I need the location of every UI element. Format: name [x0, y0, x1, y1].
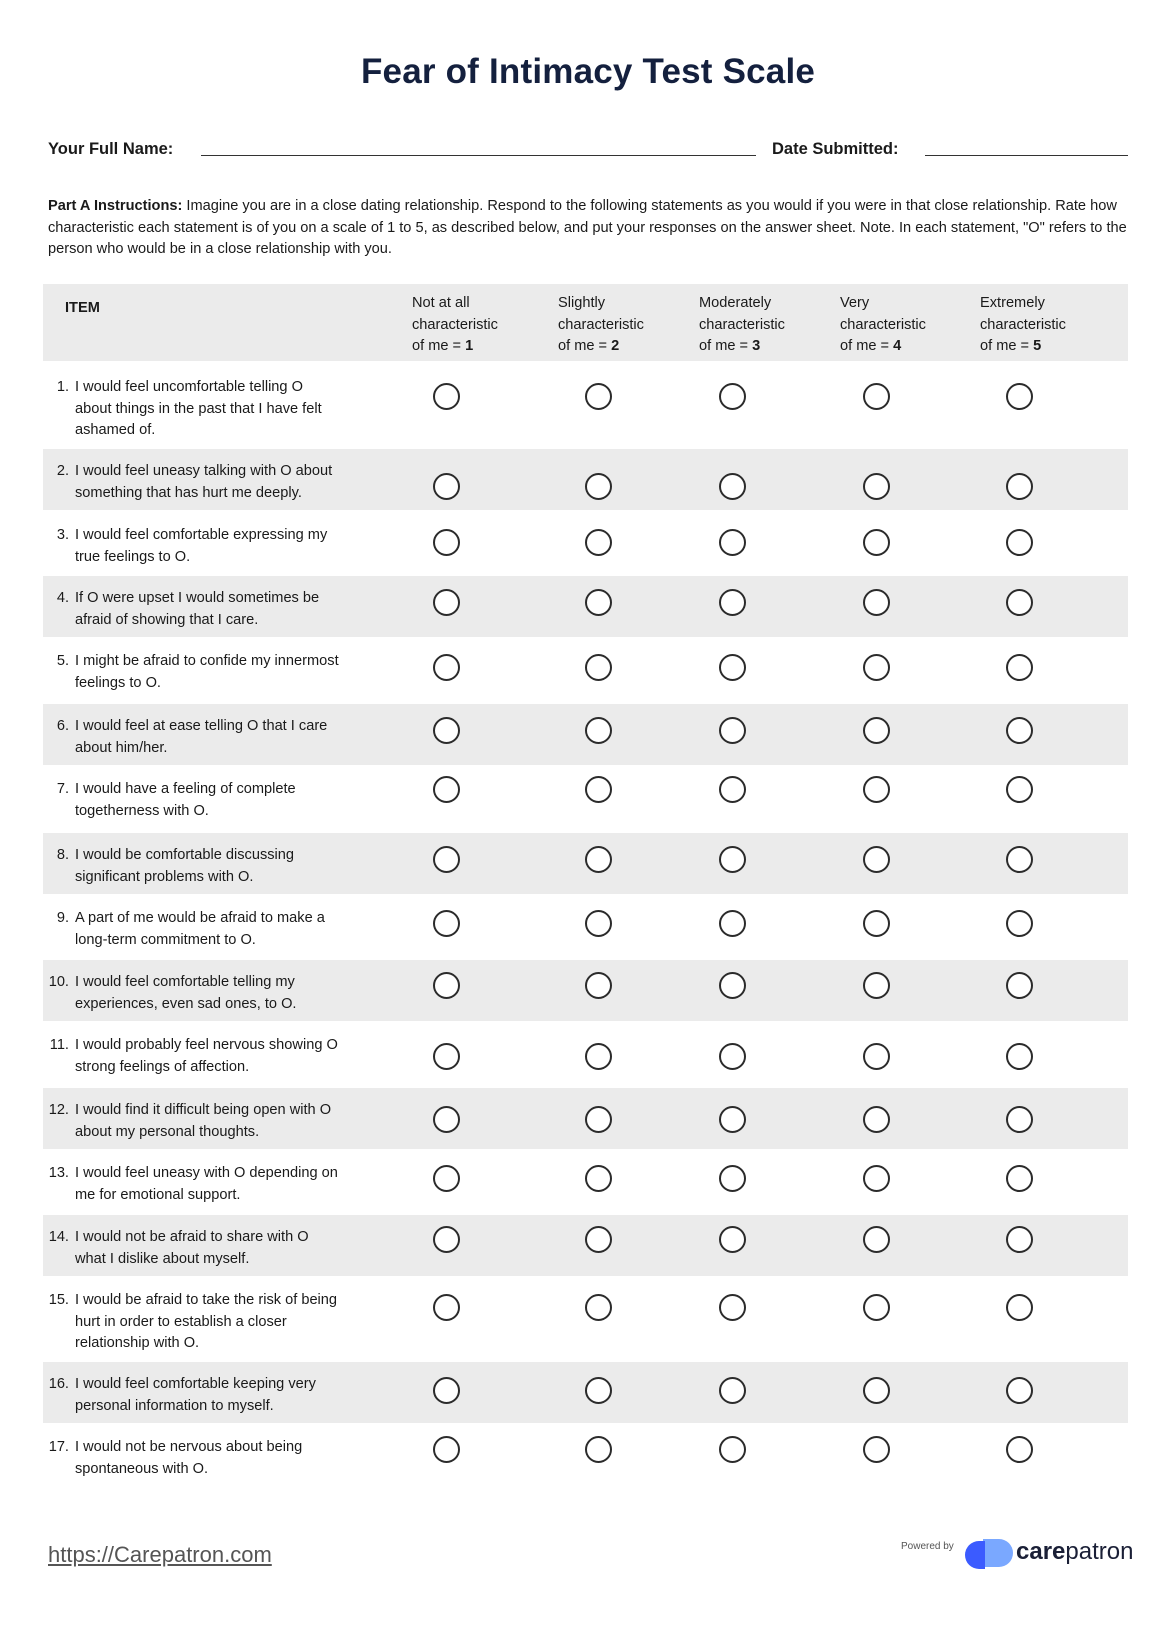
rating-radio-3[interactable]: [719, 473, 746, 500]
table-row: [43, 833, 1128, 894]
rating-radio-2[interactable]: [585, 383, 612, 410]
item-number: 7.: [56, 781, 69, 797]
table-row: [43, 1276, 1128, 1362]
item-number: 9.: [56, 910, 69, 926]
item-number: 3.: [56, 527, 69, 543]
rating-radio-1[interactable]: [433, 1106, 460, 1133]
rating-radio-5[interactable]: [1006, 1226, 1033, 1253]
rating-radio-5[interactable]: [1006, 473, 1033, 500]
rating-radio-3[interactable]: [719, 846, 746, 873]
name-date-row: [48, 137, 1128, 161]
rating-table: [43, 284, 1128, 1486]
item-statement: I would feel comfortable telling my experiences, even sad ones, to O.: [75, 974, 297, 1012]
rating-radio-1[interactable]: [433, 717, 460, 744]
rating-radio-4[interactable]: [863, 717, 890, 744]
rating-radio-1[interactable]: [433, 589, 460, 616]
rating-radio-4[interactable]: [863, 1377, 890, 1404]
rating-radio-1[interactable]: [433, 1377, 460, 1404]
carepatron-logo-icon: [965, 1537, 1015, 1571]
table-header: [43, 284, 1128, 361]
rating-radio-5[interactable]: [1006, 1165, 1033, 1192]
table-row: [43, 637, 1128, 704]
rating-radio-5[interactable]: [1006, 910, 1033, 937]
rating-radio-5[interactable]: [1006, 972, 1033, 999]
table-row: [43, 361, 1128, 449]
rating-radio-1[interactable]: [433, 1165, 460, 1192]
item-statement: I would be afraid to take the risk of being hurt in order to establish a closer relationship with O.: [75, 1292, 338, 1351]
rating-radio-4[interactable]: [863, 776, 890, 803]
rating-radio-3[interactable]: [719, 910, 746, 937]
rating-radio-1[interactable]: [433, 473, 460, 500]
table-row: [43, 1088, 1128, 1149]
item-number: 10.: [48, 974, 69, 990]
rating-radio-3[interactable]: [719, 1294, 746, 1321]
rating-radio-1[interactable]: [433, 972, 460, 999]
item-statement: I would feel comfortable expressing my true feelings to O.: [75, 527, 328, 565]
table-row: [43, 960, 1128, 1021]
item-number: 2.: [56, 463, 69, 479]
rating-radio-5[interactable]: [1006, 654, 1033, 681]
rating-radio-2[interactable]: [585, 1377, 612, 1404]
rating-radio-4[interactable]: [863, 1043, 890, 1070]
brand-name: carepatron: [1016, 1538, 1134, 1565]
rating-radio-5[interactable]: [1006, 1436, 1033, 1463]
rating-radio-3[interactable]: [719, 717, 746, 744]
rating-radio-5[interactable]: [1006, 1377, 1033, 1404]
item-header: ITEM: [65, 300, 100, 316]
rating-radio-2[interactable]: [585, 776, 612, 803]
table-row: [43, 576, 1128, 637]
rating-radio-2[interactable]: [585, 1436, 612, 1463]
item-number: 8.: [56, 847, 69, 863]
rating-radio-1[interactable]: [433, 654, 460, 681]
table-row: [43, 894, 1128, 960]
name-field[interactable]: [201, 155, 756, 156]
column-header-5: Extremely characteristic of me = 5: [980, 295, 1066, 354]
rating-radio-2[interactable]: [585, 654, 612, 681]
item-statement: I would be comfortable discussing significant problems with O.: [75, 847, 295, 885]
rating-radio-1[interactable]: [433, 1294, 460, 1321]
rating-radio-4[interactable]: [863, 1165, 890, 1192]
item-number: 6.: [56, 718, 69, 734]
item-statement: I would feel uneasy with O depending on me for emotional support.: [75, 1165, 338, 1203]
table-row: [43, 510, 1128, 576]
table-row: [43, 1362, 1128, 1423]
column-header-4: Very characteristic of me = 4: [840, 295, 926, 354]
item-number: 1.: [56, 379, 69, 395]
instructions-heading: Part A Instructions:: [48, 198, 183, 214]
rating-radio-2[interactable]: [585, 1294, 612, 1321]
rating-radio-1[interactable]: [433, 529, 460, 556]
rating-radio-1[interactable]: [433, 1436, 460, 1463]
column-header-1: Not at all characteristic of me = 1: [412, 295, 498, 354]
powered-by-label: Powered by: [901, 1541, 954, 1552]
instructions: [48, 196, 1128, 261]
carepatron-link[interactable]: https://Carepatron.com: [48, 1542, 272, 1567]
rating-radio-3[interactable]: [719, 1436, 746, 1463]
date-label: Date Submitted:: [772, 140, 899, 158]
table-row: [43, 1215, 1128, 1276]
rating-radio-2[interactable]: [585, 1165, 612, 1192]
item-statement: I would probably feel nervous showing O strong feelings of affection.: [75, 1037, 338, 1075]
rating-radio-2[interactable]: [585, 910, 612, 937]
rating-radio-4[interactable]: [863, 910, 890, 937]
rating-radio-2[interactable]: [585, 529, 612, 556]
table-body: [43, 361, 1128, 1486]
item-statement: I would find it difficult being open with O about my personal thoughts.: [75, 1102, 332, 1140]
item-statement: I would feel uneasy talking with O about something that has hurt me deeply.: [75, 463, 333, 501]
item-number: 14.: [48, 1229, 69, 1245]
rating-radio-3[interactable]: [719, 654, 746, 681]
rating-radio-2[interactable]: [585, 473, 612, 500]
item-number: 4.: [56, 590, 69, 606]
rating-radio-5[interactable]: [1006, 776, 1033, 803]
table-row: [43, 765, 1128, 833]
item-number: 17.: [48, 1439, 69, 1455]
item-statement: If O were upset I would sometimes be afraid of showing that I care.: [75, 590, 320, 628]
rating-radio-1[interactable]: [433, 846, 460, 873]
rating-radio-3[interactable]: [719, 972, 746, 999]
rating-radio-1[interactable]: [433, 776, 460, 803]
rating-radio-4[interactable]: [863, 529, 890, 556]
table-row: [43, 1021, 1128, 1088]
item-number: 13.: [48, 1165, 69, 1181]
rating-radio-3[interactable]: [719, 776, 746, 803]
rating-radio-2[interactable]: [585, 1043, 612, 1070]
rating-radio-5[interactable]: [1006, 1294, 1033, 1321]
item-statement: I would feel uncomfortable telling O about things in the past that I have felt ashamed of.: [75, 379, 322, 438]
item-number: 5.: [56, 653, 69, 669]
column-header-2: Slightly characteristic of me = 2: [558, 295, 644, 354]
rating-radio-5[interactable]: [1006, 1043, 1033, 1070]
rating-radio-3[interactable]: [719, 1226, 746, 1253]
item-statement: I would feel comfortable keeping very personal information to myself.: [75, 1376, 316, 1414]
rating-radio-2[interactable]: [585, 972, 612, 999]
item-statement: I would have a feeling of complete togetherness with O.: [75, 781, 296, 819]
rating-radio-3[interactable]: [719, 383, 746, 410]
rating-radio-3[interactable]: [719, 1043, 746, 1070]
table-row: [43, 1423, 1128, 1486]
rating-radio-1[interactable]: [433, 1226, 460, 1253]
rating-radio-5[interactable]: [1006, 846, 1033, 873]
rating-radio-3[interactable]: [719, 589, 746, 616]
item-number: 15.: [48, 1292, 69, 1308]
rating-radio-4[interactable]: [863, 654, 890, 681]
rating-radio-5[interactable]: [1006, 589, 1033, 616]
name-label: Your Full Name:: [48, 140, 174, 158]
item-number: 12.: [48, 1102, 69, 1118]
rating-radio-2[interactable]: [585, 846, 612, 873]
rating-radio-2[interactable]: [585, 1106, 612, 1133]
page-title: Fear of Intimacy Test Scale: [360, 52, 816, 91]
rating-radio-5[interactable]: [1006, 529, 1033, 556]
table-row: [43, 704, 1128, 765]
rating-radio-4[interactable]: [863, 589, 890, 616]
date-field[interactable]: [925, 155, 1128, 156]
rating-radio-2[interactable]: [585, 589, 612, 616]
rating-radio-1[interactable]: [433, 383, 460, 410]
rating-radio-4[interactable]: [863, 1106, 890, 1133]
rating-radio-4[interactable]: [863, 1436, 890, 1463]
rating-radio-5[interactable]: [1006, 383, 1033, 410]
rating-radio-4[interactable]: [863, 383, 890, 410]
item-statement: I would not be afraid to share with O what I dislike about myself.: [75, 1229, 309, 1267]
rating-radio-3[interactable]: [719, 529, 746, 556]
item-statement: I might be afraid to confide my innermost feelings to O.: [75, 653, 339, 691]
rating-radio-3[interactable]: [719, 1106, 746, 1133]
rating-radio-3[interactable]: [719, 1377, 746, 1404]
rating-radio-2[interactable]: [585, 1226, 612, 1253]
rating-radio-2[interactable]: [585, 717, 612, 744]
rating-radio-4[interactable]: [863, 846, 890, 873]
rating-radio-4[interactable]: [863, 1294, 890, 1321]
rating-radio-5[interactable]: [1006, 717, 1033, 744]
table-row: [43, 449, 1128, 510]
rating-radio-1[interactable]: [433, 910, 460, 937]
rating-radio-4[interactable]: [863, 972, 890, 999]
table-row: [43, 1149, 1128, 1215]
rating-radio-3[interactable]: [719, 1165, 746, 1192]
item-statement: I would feel at ease telling O that I care about him/her.: [75, 718, 328, 756]
item-statement: A part of me would be afraid to make a long-term commitment to O.: [75, 910, 325, 948]
column-header-3: Moderately characteristic of me = 3: [699, 295, 785, 354]
item-number: 16.: [48, 1376, 69, 1392]
item-number: 11.: [49, 1037, 69, 1053]
rating-radio-5[interactable]: [1006, 1106, 1033, 1133]
rating-radio-1[interactable]: [433, 1043, 460, 1070]
rating-radio-4[interactable]: [863, 473, 890, 500]
rating-radio-4[interactable]: [863, 1226, 890, 1253]
instructions-body: Imagine you are in a close dating relationship. Respond to the following statements as you would if you were in that close relationship. Rate how characteristic each statement is of you on a scale of 1 to 5, as described below, and put your responses on the answer sheet. Note. In each statement, "O" refers to the person who would be in a close relationship with you.: [48, 198, 1127, 257]
item-statement: I would not be nervous about being spontaneous with O.: [75, 1439, 303, 1477]
